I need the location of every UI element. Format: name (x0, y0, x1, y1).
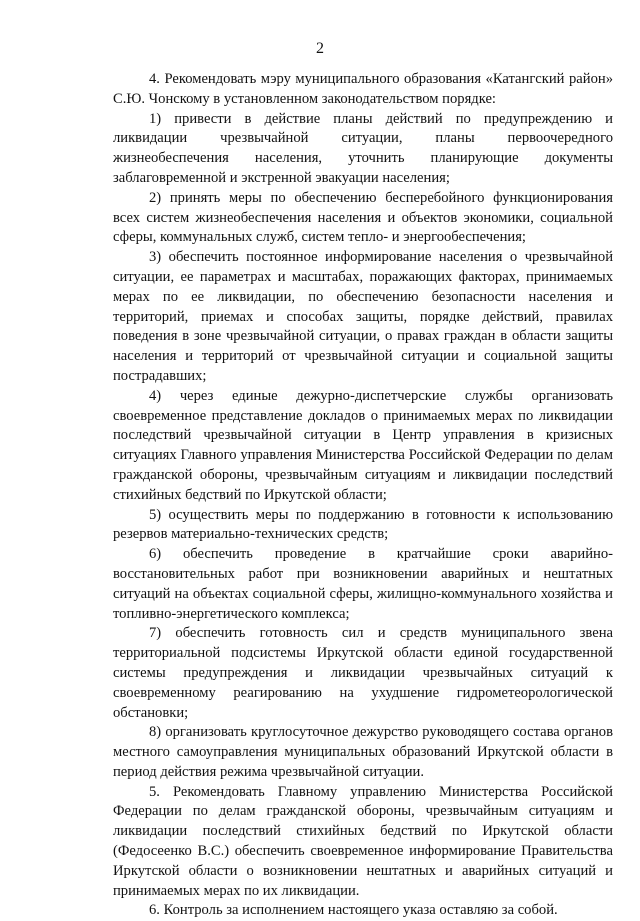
paragraph-subitem-2: 2) принять меры по обеспечению бесперебойного функционирования всех систем жизнеобеспечения населения и объектов экономики, социальной сферы, коммунальных служб, систем тепло- и энергообеспечения; (113, 189, 613, 246)
paragraph-subitem-8: 8) организовать круглосуточное дежурство руководящего состава органов местного самоуправления муниципальных образований Иркутской области в период действия режима чрезвычайной ситуации. (113, 724, 613, 780)
paragraph-subitem-6: 6) обеспечить проведение в кратчайшие сроки аварийно-восстановительных работ при возникновении аварийных и нештатных ситуаций на объектах социальной сферы, жилищно-коммунального хозяйства и топливно-энергетического комплекса; (113, 546, 613, 622)
paragraph-item-4: 4. Рекомендовать мэру муниципального образования «Катангский район» С.Ю. Чонскому в установленном законодательством порядке: (113, 71, 613, 107)
paragraph-subitem-5: 5) осуществить меры по поддержанию в готовности к использованию резервов материально-технических средств; (113, 506, 613, 543)
paragraph-item-5: 5. Рекомендовать Главному управлению Министерства Российской Федерации по делам гражданской обороны, чрезвычайным ситуациям и ликвидации последствий стихийных бедствий по Иркутской области (Федосеенко В.С.) обеспечить своевременное информирование Правительства Иркутской области о возникновении нештатных и аварийных ситуаций и принимаемых мерах по их ликвидации. (113, 783, 613, 899)
page-number: 2 (316, 40, 324, 57)
paragraph-item-6: 6. Контроль за исполнением настоящего указа оставляю за собой. (149, 902, 558, 919)
paragraph-subitem-4: 4) через единые дежурно-диспетчерские службы организовать своевременное представление докладов о принимаемых мерах по ликвидации последствий чрезвычайной ситуации в Центр управления в кризисных ситуациях Главного управления Министерства Российской Федерации по делам гражданской обороны, чрезвычайным ситуациям и ликвидации последствий стихийных бедствий по Иркутской области; (113, 387, 613, 503)
paragraph-subitem-3: 3) обеспечить постоянное информирование населения о чрезвычайной ситуации, ее параметрах и масштабах, поражающих факторах, принимаемых мерах по ее ликвидации, по обеспечению безопасности населения и территорий, приемах и способах защиты, порядке действий, правилах поведения в зоне чрезвычайной ситуации, о правах граждан в области защиты населения и территорий от чрезвычайной ситуации и социальной защиты пострадавших; (113, 249, 613, 384)
document-body (113, 70, 613, 921)
paragraph-subitem-7: 7) обеспечить готовность сил и средств муниципального звена территориальной подсистемы Иркутской области единой государственной системы предупреждения и ликвидации чрезвычайных ситуаций к своевременному реагированию на ухудшение гидрометеорологической обстановки; (113, 625, 613, 721)
paragraph-subitem-1: 1) привести в действие планы действий по предупреждению и ликвидации чрезвычайной ситуации, планы первоочередного жизнеобеспечения населения, уточнить планирующие документы заблаговременной и экстренной эвакуации населения; (113, 110, 613, 186)
